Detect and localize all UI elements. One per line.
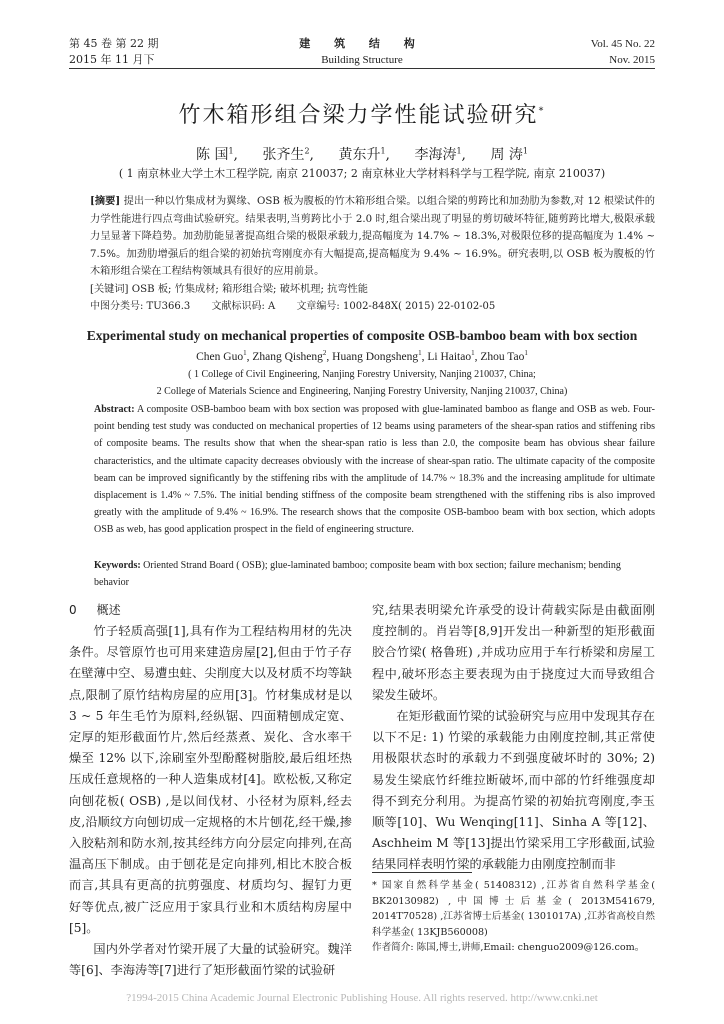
author-list-en <box>69 349 655 363</box>
keywords-en-label: Keywords: <box>94 560 141 571</box>
copyright-line: ?1994-2015 China Academic Journal Electronic Publishing House. All rights reserved. http://www.cnki.net <box>126 992 598 1004</box>
affiliation-en-1: ( 1 College of Civil Engineering, Nanjing Forestry University, Nanjing 210037, China; <box>188 369 536 380</box>
author-en-affil-mark: 1 <box>524 349 528 357</box>
footnote-author: 作者简介: 陈国,博士,讲师,Email: chenguo2009@126.com。 <box>372 942 645 954</box>
abstract-en <box>94 401 655 539</box>
author-en-name: Chen Guo <box>196 350 244 363</box>
affiliation-en-2: 2 College of Materials Science and Engineering, Nanjing Forestry University, Nanjing 210037, China) <box>156 386 568 397</box>
author: 李海涛$^1$, <box>414 146 466 163</box>
author-en-name: Huang Dongsheng <box>332 350 419 363</box>
keywords-en <box>94 557 655 591</box>
author-en-name: Li Haitao <box>427 350 472 363</box>
author-en: Chen Guo$^1$, <box>196 349 253 363</box>
abstract-en-text: A composite OSB-bamboo beam with box section was proposed with glue-laminated bamboo as flange and OSB as web. Four-point bending test study was conducted on mechanical properties of 12 beams using parameters of the shear-span ratios and stiffening ribs of composite beams. The results show that when the shear-span ratio is less than 2.0, the composite beam has obvious shear failure characteristics, and the ultimate capacity decreases obviously with the increase of shear-span ratio. The ultimate capacity of the composite beam can be improved significantly by the stiffening ribs with the amplitude of 14.7% ~ 18.3% and the increasing amplitude for ultimate displacement is 1.4% ~ 7.5%. The initial bending stiffness of the composite beam strengthened with the stiffening ribs is also improved greatly with the amplitude of 9.4% ~ 16.9%. The research shows that the composite OSB-bamboo beam with box section, which adopts OSB as web, has good application prospect in the field of engineering structure. <box>94 404 656 536</box>
section-title: 概述 <box>96 603 121 617</box>
footnote <box>372 878 655 956</box>
author: 张齐生$^2$, <box>262 146 314 163</box>
author-affil-mark: 1 <box>456 146 462 156</box>
header-journal-en: Building Structure <box>321 54 403 66</box>
abstract-zh-text: 提出一种以竹集成材为翼缘、OSB 板为腹板的竹木箱形组合梁。以组合梁的剪跨比和加劲肋为参数,对 12 根梁试件的力学性能进行四点弯曲试验研究。结果表明,当剪跨比小于 2.0 时,组合梁出现了明显的剪切破坏特征,随剪跨比增大,极限承载力呈显著下降趋势。加劲肋能显著提高组合梁的极限承载力,提高幅度为 14.7% ~ 18.3%,对极限位移的提高幅度为 1.4% ~ 7.5%。加劲肋增强后的组合梁的初始抗弯刚度亦有大幅提高,提高幅度为 9.4% ~ 16.9%。研究表明,以 OSB 板为腹板的竹木箱形组合梁在工程结构领域具有很好的应用前景。 <box>90 196 656 278</box>
author-en-name: Zhang Qisheng <box>252 350 323 363</box>
author <box>490 147 528 163</box>
keywords-zh-label: [关键词] <box>90 284 129 295</box>
author: 黄东升$^1$, <box>338 146 390 163</box>
author-en <box>480 351 528 363</box>
author-en: Zhang Qisheng$^2$, <box>252 349 333 363</box>
page-title <box>69 98 655 129</box>
keywords-zh <box>90 281 655 299</box>
title-text: 竹木箱形组合梁力学性能试验研究 <box>178 103 539 128</box>
author-affil-mark: 1 <box>228 146 234 156</box>
footnote-fund: * 国家自然科学基金( 51408312) ,江苏省自然科学基金( BK20130982) ,中国博士后基金( 2013M541679, 2014T70528) ,江苏省博士后基金( 1301017A) ,江苏省高校自然科学基金( 13KJB560008) <box>372 880 655 938</box>
author-name: 张齐生 <box>262 147 305 163</box>
header-rule <box>69 68 655 69</box>
author-en-name: Zhou Tao <box>480 350 525 363</box>
body-paragraph: 在矩形截面竹梁的试验研究与应用中发现其存在以下不足: 1) 竹梁的承载能力由刚度控制,其正常使用极限状态时的承载力不到强度破坏时的 30%; 2) 易发生梁底竹纤维拉断破坏,而中部的竹纤维强度却得不到充分利用。为提高竹梁的初始抗弯刚度,李玉顺等[10]、Wu Wenqing[11]、Sinha A 等[12]、Aschheim M 等[13]提出竹梁采用工字形截面,试验结果同样表明竹梁的承载能力由刚度控制而非 <box>372 709 655 872</box>
author-name: 李海涛 <box>414 147 457 163</box>
abstract-zh-label: [摘要] <box>90 195 121 207</box>
header-right <box>591 36 655 68</box>
title-footnote-mark: * <box>538 105 546 117</box>
document-code: 文献标识码: A <box>211 301 276 312</box>
body-column-left <box>69 600 352 981</box>
author-affil-mark: 2 <box>304 146 310 156</box>
running-header <box>69 36 655 70</box>
body-column-right <box>372 600 655 876</box>
author-en: Li Haitao$^1$, <box>427 349 481 363</box>
header-center <box>69 36 655 68</box>
body-paragraph: 究,结果表明梁允许承受的设计荷载实际是由截面刚度控制的。肖岩等[8,9]开发出一种新型的矩形截面胶合竹梁( 格鲁班) ,并成功应用于车行桥梁和房屋工程中,破坏形态主要表现为由于挠度过大而导致组合梁发生破坏。 <box>372 603 655 702</box>
clc-number: 中图分类号: TU366.3 <box>90 301 191 312</box>
author-en-affil-mark: 1 <box>471 349 475 357</box>
header-volume: 第 45 卷 第 22 期 <box>69 37 159 50</box>
section-heading <box>69 600 352 621</box>
footnote-rule <box>372 872 472 873</box>
body-paragraph: 竹子轻质高强[1],具有作为工程结构用材的先决条件。尽管原竹也可用来建造房屋[2],但由于竹子存在壁薄中空、易遭虫蛀、尖削度大以及材质不均等缺点,限制了原竹结构房屋的应用[3]。竹材集成材是以 3 ~ 5 年生毛竹为原料,经纵锯、四面精刨成定宽、定厚的矩形截面竹片,然后经蒸煮、炭化、含水率干燥至 12% 以下,涂刷室外型酚醛树脂胶,最后组坯热压成任意规格的一种人造集成材[4]。欧松板,又称定向刨花板( OSB) ,是以间伐材、小径材为原料,经去皮,沿顺纹方向刨切成一定规格的木片刨花,经干燥,掺入胶粘剂和防水剂,按其经纬方向分层定向排列,在高温高压下制成。由于刨花是定向排列,相比木胶合板而言,其具有更高的抗剪强度、材质均匀、握钉力更好等优点,被广泛应用于家具行业和木质结构房屋中[5]。 <box>69 624 352 935</box>
author-name: 黄东升 <box>338 147 381 163</box>
author-en-affil-mark: 1 <box>243 349 247 357</box>
author-en-affil-mark: 1 <box>418 349 422 357</box>
abstract-en-label: Abstract: <box>94 404 135 415</box>
header-journal-zh: 建 筑 结 构 <box>299 37 425 50</box>
author-name: 陈 国 <box>196 147 229 163</box>
author-en-affil-mark: 2 <box>322 349 327 357</box>
keywords-zh-text: OSB 板; 竹集成材; 箱形组合梁; 破坏机理; 抗弯性能 <box>131 284 368 295</box>
header-date: 2015 年 11 月下 <box>69 53 155 66</box>
header-volume-en: Vol. 45 No. 22 <box>590 38 655 50</box>
author: 陈 国$^1$, <box>196 146 238 163</box>
author-en: Huang Dongsheng$^1$, <box>332 349 428 363</box>
body-paragraph: 国内外学者对竹梁开展了大量的试验研究。魏洋等[6]、李海涛等[7]进行了矩形截面竹梁的试验研 <box>69 942 352 978</box>
section-number: 0 <box>69 603 77 617</box>
article-number: 文章编号: 1002-848X( 2015) 22-0102-05 <box>296 301 496 312</box>
keywords-en-text: Oriented Strand Board ( OSB); glue-laminated bamboo; composite beam with box section; failure mechanism; bending behavior <box>94 560 621 589</box>
author-affil-mark: 1 <box>522 146 528 156</box>
abstract-zh <box>90 193 655 281</box>
author-affil-mark: 1 <box>380 146 386 156</box>
title-en: Experimental study on mechanical properties of composite OSB-bamboo beam with box section <box>86 328 638 343</box>
author-name: 周 涛 <box>490 147 523 163</box>
author-list <box>69 144 655 164</box>
classification-meta <box>90 298 655 315</box>
affiliation-zh: ( 1 南京林业大学土木工程学院, 南京 210037; 2 南京林业大学材料科学与工程学院, 南京 210037) <box>118 167 606 180</box>
header-date-en: Nov. 2015 <box>609 54 655 66</box>
